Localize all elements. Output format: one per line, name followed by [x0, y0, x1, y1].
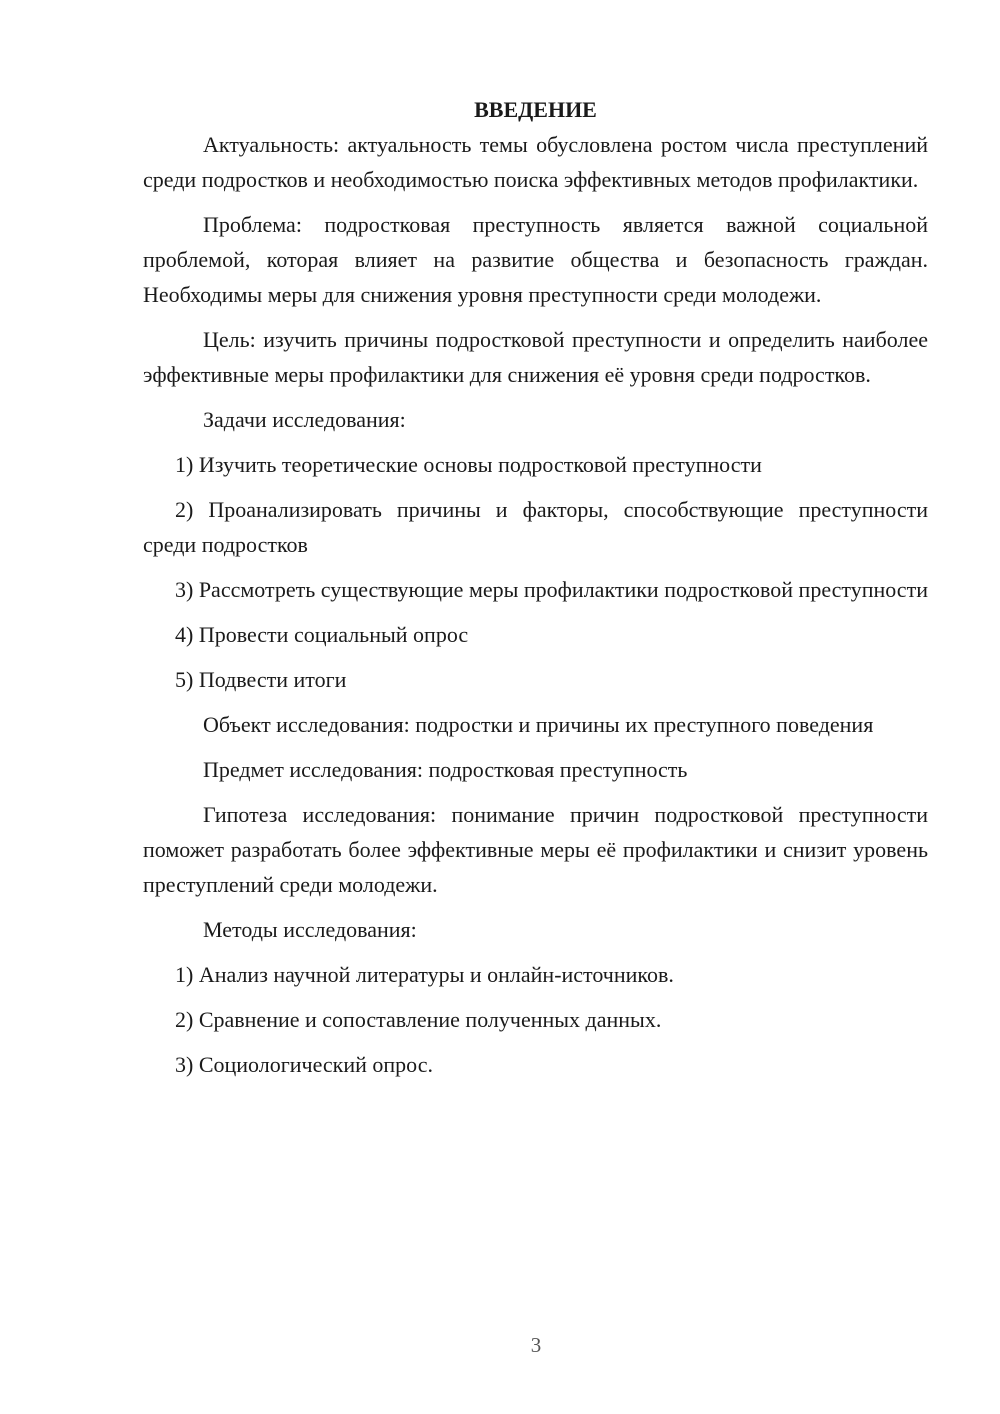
method-item: 1) Анализ научной литературы и онлайн-источников. [175, 962, 674, 987]
goal-paragraph: Цель: изучить причины подростковой преступности и определить наиболее эффективные меры профилактики для снижения её уровня среди подростков. [143, 327, 928, 387]
methods-heading: Методы исследования: [203, 917, 417, 942]
problem-paragraph: Проблема: подростковая преступность является важной социальной проблемой, которая влияет на развитие общества и безопасность граждан. Необходимы меры для снижения уровня преступности среди молодежи. [143, 212, 928, 307]
task-item: 1) Изучить теоретические основы подростковой преступности [175, 452, 762, 477]
hypothesis-paragraph: Гипотеза исследования: понимание причин подростковой преступности поможет разработать более эффективные меры её профилактики и снизит уровень преступлений среди молодежи. [143, 802, 928, 897]
page-content [143, 92, 928, 1092]
relevance-paragraph: Актуальность: актуальность темы обусловлена ростом числа преступлений среди подростков и необходимостью поиска эффективных методов профилактики. [143, 132, 928, 192]
task-item: 2) Проанализировать причины и факторы, способствующие преступности среди подростков [143, 497, 928, 557]
task-item: 5) Подвести итоги [175, 667, 347, 692]
task-item: 3) Рассмотреть существующие меры профилактики подростковой преступности [175, 577, 928, 602]
page-number: 3 [530, 1333, 542, 1357]
method-item: 2) Сравнение и сопоставление полученных данных. [175, 1007, 662, 1032]
method-item: 3) Социологический опрос. [175, 1052, 433, 1077]
task-item: 4) Провести социальный опрос [175, 622, 469, 647]
tasks-heading: Задачи исследования: [203, 407, 406, 432]
subject-paragraph: Предмет исследования: подростковая преступность [203, 757, 688, 782]
section-title: ВВЕДЕНИЕ [474, 97, 597, 122]
object-paragraph: Объект исследования: подростки и причины их преступного поведения [203, 712, 874, 737]
